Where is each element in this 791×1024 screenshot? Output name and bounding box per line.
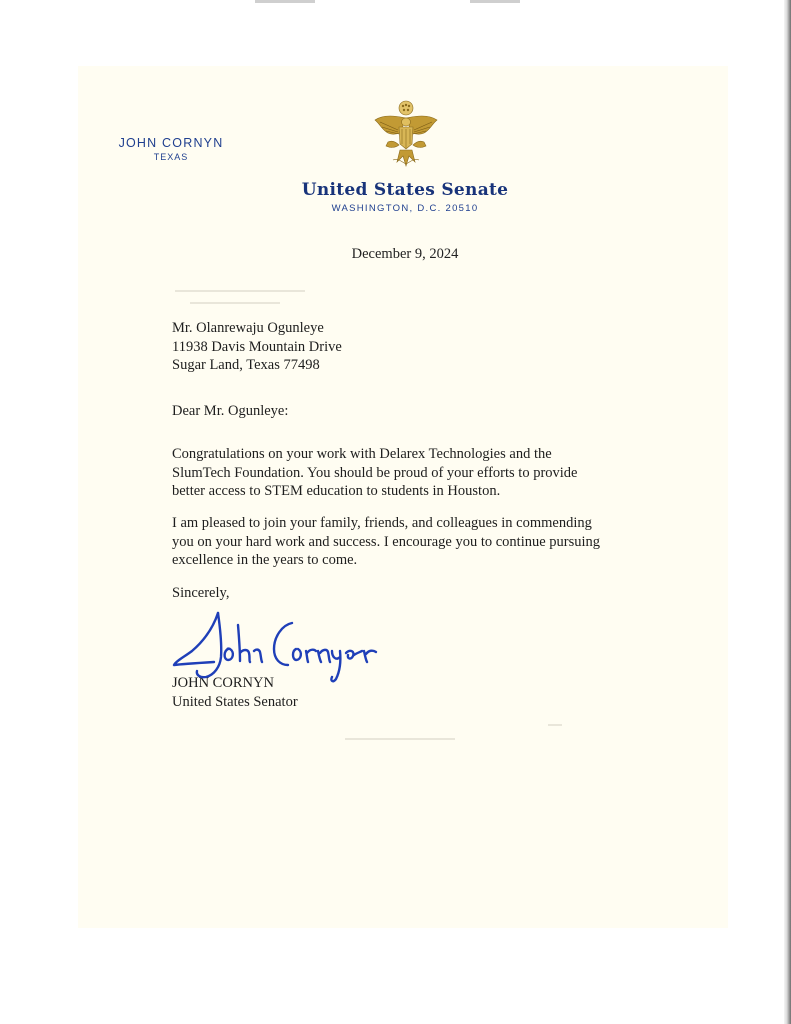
scan-artifact xyxy=(255,0,315,3)
paragraph-line: I am pleased to join your family, friends, and colleagues in commending xyxy=(172,515,592,531)
scan-artifact xyxy=(470,0,520,3)
institution-name: United States Senate xyxy=(301,180,509,200)
sender-name: JOHN CORNYN xyxy=(118,136,224,150)
paragraph-line: excellence in the years to come. xyxy=(172,552,358,568)
letter-date: December 9, 2024 xyxy=(351,246,459,262)
recipient-city: Sugar Land, Texas 77498 xyxy=(172,357,320,373)
institution-location: WASHINGTON, D.C. 20510 xyxy=(331,203,479,214)
closing: Sincerely, xyxy=(172,585,230,601)
great-seal-eagle-icon xyxy=(372,100,440,174)
paragraph-line: SlumTech Foundation. You should be proud of your efforts to provide xyxy=(172,464,578,481)
handwritten-signature xyxy=(170,605,390,687)
paragraph-line: Congratulations on your work with Delarex Technologies and the xyxy=(172,446,552,462)
paragraph-2 xyxy=(172,514,600,570)
paragraph-line: you on your hard work and success. I encourage you to continue pursuing xyxy=(172,533,601,550)
faint-ghost-text xyxy=(175,290,305,292)
recipient-street: 11938 Davis Mountain Drive xyxy=(172,338,342,355)
sender-block xyxy=(115,136,227,162)
recipient-name: Mr. Olanrewaju Ogunleye xyxy=(172,320,324,336)
sender-state: TEXAS xyxy=(153,152,189,162)
paragraph-line: better access to STEM education to students in Houston. xyxy=(172,483,501,499)
signer-name: JOHN CORNYN xyxy=(172,675,274,691)
salutation: Dear Mr. Ogunleye: xyxy=(172,403,289,419)
signer-title: United States Senator xyxy=(172,694,298,710)
faint-ghost-text xyxy=(548,724,562,726)
paragraph-1 xyxy=(172,445,578,501)
faint-ghost-text xyxy=(190,302,280,304)
scan-edge xyxy=(784,0,791,1024)
faint-ghost-text xyxy=(345,738,455,740)
recipient-address xyxy=(172,319,342,375)
